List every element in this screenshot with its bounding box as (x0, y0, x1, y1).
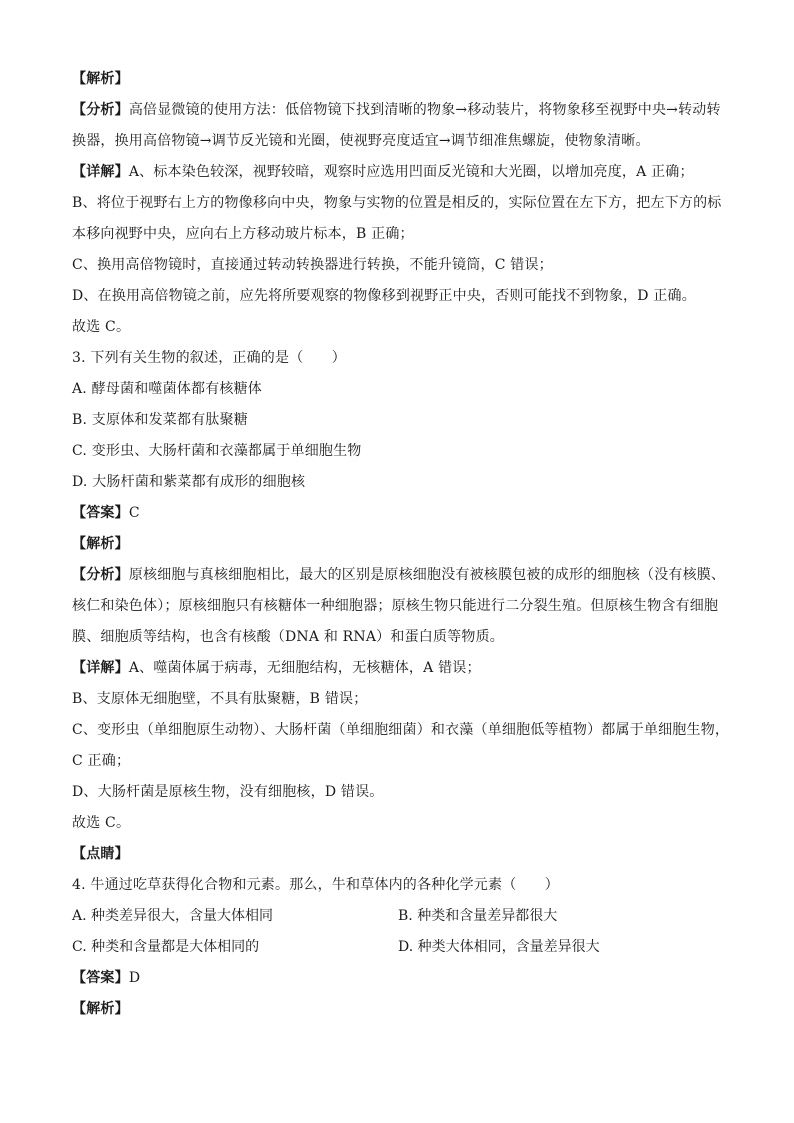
q2-fenxi-line-2: 换器，换用高倍物镜→调节反光镜和光圈，使视野亮度适宜→调节细准焦螺旋，使物象清晰。 (72, 133, 650, 149)
q3-option-a: A. 酵母菌和噬菌体都有核糖体 (72, 381, 263, 397)
q4-options-row-1 (72, 901, 724, 932)
q3-xiangjie-line-4: C 正确； (72, 753, 131, 769)
q4-option-d: D. 种类大体相同，含量差异很大 (398, 939, 600, 955)
q3-option-d: D. 大肠杆菌和紫菜都有成形的细胞核 (72, 474, 306, 490)
q3-answer: 【答案】C (72, 505, 140, 521)
q2-conclusion: 故选 C。 (72, 319, 131, 335)
q3-xiangjie-line-1: 【详解】A、噬菌体属于病毒，无细胞结构，无核糖体，A 错误； (72, 660, 481, 676)
q3-xiangjie-line-3: C、变形虫（单细胞原生动物）、大肠杆菌（单细胞细菌）和衣藻（单细胞低等植物）都属于单细胞生物， (72, 722, 730, 738)
q3-jiexi-heading: 【解析】 (72, 536, 129, 552)
q3-fenxi-line-3: 膜、细胞质等结构，也含有核酸（DNA 和 RNA）和蛋白质等物质。 (72, 629, 504, 645)
q3-xiangjie-line-5: D、大肠杆菌是原核生物，没有细胞核，D 错误。 (72, 784, 384, 800)
q2-xiangjie-line-1: 【详解】A、标本染色较深，视野较暗，观察时应选用凹面反光镜和大光圈，以增加亮度，A 正确； (72, 164, 694, 180)
q4-option-b: B. 种类和含量差异都很大 (398, 908, 558, 924)
document-page (72, 64, 730, 1025)
q4-option-c: C. 种类和含量都是大体相同的 (72, 939, 260, 955)
q4-jiexi-heading: 【解析】 (72, 1001, 129, 1017)
q3-fenxi-line-2: 核仁和染色体）；原核细胞只有核糖体一种细胞器；原核生物只能进行二分裂生殖。但原核生物含有细胞 (72, 598, 719, 614)
q2-xiangjie-line-4: C、换用高倍物镜时，直接通过转动转换器进行转换，不能升镜筒，C 错误； (72, 257, 553, 273)
q2-jiexi-heading: 【解析】 (72, 71, 129, 87)
q2-xiangjie-line-2: B、将位于视野右上方的物像移向中央，物象与实物的位置是相反的，实际位置在左下方，把左下方的标 (72, 195, 722, 211)
q2-xiangjie-line-5: D、在换用高倍物镜之前，应先将所要观察的物像移到视野正中央，否则可能找不到物象，D 正确。 (72, 288, 696, 304)
q3-stem: 3. 下列有关生物的叙述，正确的是（ ） (72, 350, 347, 366)
q4-answer: 【答案】D (72, 970, 141, 986)
q4-stem: 4. 牛通过吃草获得化合物和元素。那么，牛和草体内的各种化学元素（ ） (72, 877, 560, 893)
q3-xiangjie-line-2: B、支原体无细胞壁，不具有肽聚糖，B 错误； (72, 691, 368, 707)
q3-conclusion: 故选 C。 (72, 815, 131, 831)
q2-xiangjie-line-3: 本移向视野中央，应向右上方移动玻片标本，B 正确； (72, 226, 414, 242)
q3-dianjing-heading: 【点睛】 (72, 846, 129, 862)
q3-option-c: C. 变形虫、大肠杆菌和衣藻都属于单细胞生物 (72, 443, 362, 459)
q4-option-a: A. 种类差异很大，含量大体相同 (72, 908, 274, 924)
q2-fenxi-line-1: 【分析】高倍显微镜的使用方法：低倍物镜下找到清晰的物象→移动装片，将物象移至视野中央→转动转 (72, 102, 721, 118)
q4-options-row-2 (72, 932, 724, 963)
q3-option-b: B. 支原体和发菜都有肽聚糖 (72, 412, 248, 428)
q3-fenxi-line-1: 【分析】原核细胞与真核细胞相比，最大的区别是原核细胞没有被核膜包被的成形的细胞核（没有核膜、 (72, 567, 726, 583)
